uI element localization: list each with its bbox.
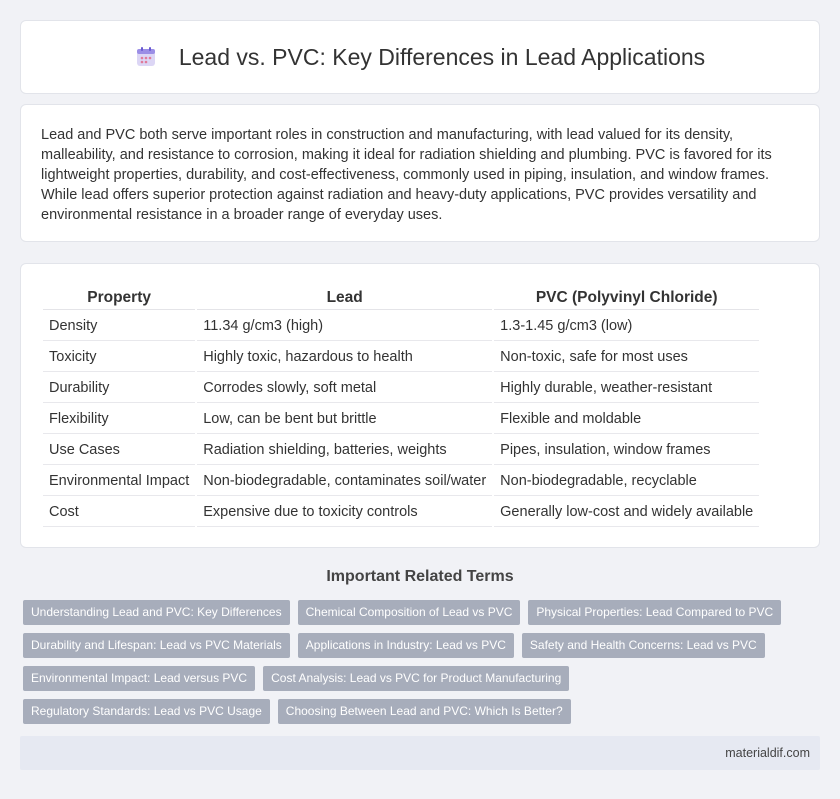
related-term-link[interactable]: Choosing Between Lead and PVC: Which Is Better? [278, 699, 571, 724]
footer-site-name[interactable]: materialdif.com [725, 746, 810, 760]
related-term-link[interactable]: Chemical Composition of Lead vs PVC [298, 600, 521, 625]
table-cell: Non-biodegradable, contaminates soil/water [197, 467, 492, 496]
table-cell: Generally low-cost and widely available [494, 498, 759, 527]
table-cell: Flexibility [43, 405, 195, 434]
intro-card [20, 104, 820, 242]
table-cell: 1.3-1.45 g/cm3 (low) [494, 312, 759, 341]
table-row [43, 436, 759, 465]
column-header-property: Property [43, 286, 195, 310]
table-row [43, 405, 759, 434]
table-cell: Use Cases [43, 436, 195, 465]
table-row [43, 343, 759, 372]
table-row [43, 467, 759, 496]
table-cell: Highly toxic, hazardous to health [197, 343, 492, 372]
header-card [20, 20, 820, 94]
related-term-link[interactable]: Cost Analysis: Lead vs PVC for Product Manufacturing [263, 666, 569, 691]
comparison-table-card [20, 263, 820, 548]
related-term-link[interactable]: Durability and Lifespan: Lead vs PVC Materials [23, 633, 290, 658]
related-term-link[interactable]: Applications in Industry: Lead vs PVC [298, 633, 514, 658]
related-term-link[interactable]: Safety and Health Concerns: Lead vs PVC [522, 633, 765, 658]
table-cell: Flexible and moldable [494, 405, 759, 434]
comparison-table [41, 284, 761, 529]
related-term-link[interactable]: Physical Properties: Lead Compared to PVC [528, 600, 781, 625]
column-header-lead: Lead [197, 286, 492, 310]
intro-paragraph: Lead and PVC both serve important roles in construction and manufacturing, with lead valued for its density, malleability, and resistance to corrosion, making it ideal for radiation shielding and plumbing. PVC is favored for its lightweight properties, durability, and cost-effectiveness, commonly used in piping, insulation, and window frames. While lead offers superior protection against radiation and heavy-duty applications, PVC provides versatility and environmental resistance in a broader range of everyday uses. [41, 127, 772, 223]
table-cell: Density [43, 312, 195, 341]
footer [20, 736, 820, 770]
table-row [43, 498, 759, 527]
table-row [43, 312, 759, 341]
table-cell: 11.34 g/cm3 (high) [197, 312, 492, 341]
column-header-pvc: PVC (Polyvinyl Chloride) [494, 286, 759, 310]
related-term-link[interactable]: Regulatory Standards: Lead vs PVC Usage [23, 699, 270, 724]
table-cell: Non-toxic, safe for most uses [494, 343, 759, 372]
calendar-icon [135, 46, 157, 68]
table-row [43, 374, 759, 403]
table-cell: Durability [43, 374, 195, 403]
page-title: Lead vs. PVC: Key Differences in Lead Applications [178, 43, 706, 70]
table-cell: Toxicity [43, 343, 195, 372]
table-cell: Non-biodegradable, recyclable [494, 467, 759, 496]
table-cell: Cost [43, 498, 195, 527]
related-terms-list [23, 600, 823, 724]
table-cell: Environmental Impact [43, 467, 195, 496]
table-header-row [43, 286, 759, 310]
table-cell: Radiation shielding, batteries, weights [197, 436, 492, 465]
related-term-link[interactable]: Environmental Impact: Lead versus PVC [23, 666, 255, 691]
related-term-link[interactable]: Understanding Lead and PVC: Key Differences [23, 600, 290, 625]
table-cell: Corrodes slowly, soft metal [197, 374, 492, 403]
table-cell: Expensive due to toxicity controls [197, 498, 492, 527]
table-cell: Low, can be bent but brittle [197, 405, 492, 434]
table-cell: Highly durable, weather-resistant [494, 374, 759, 403]
related-terms-title: Important Related Terms [326, 568, 514, 585]
table-cell: Pipes, insulation, window frames [494, 436, 759, 465]
